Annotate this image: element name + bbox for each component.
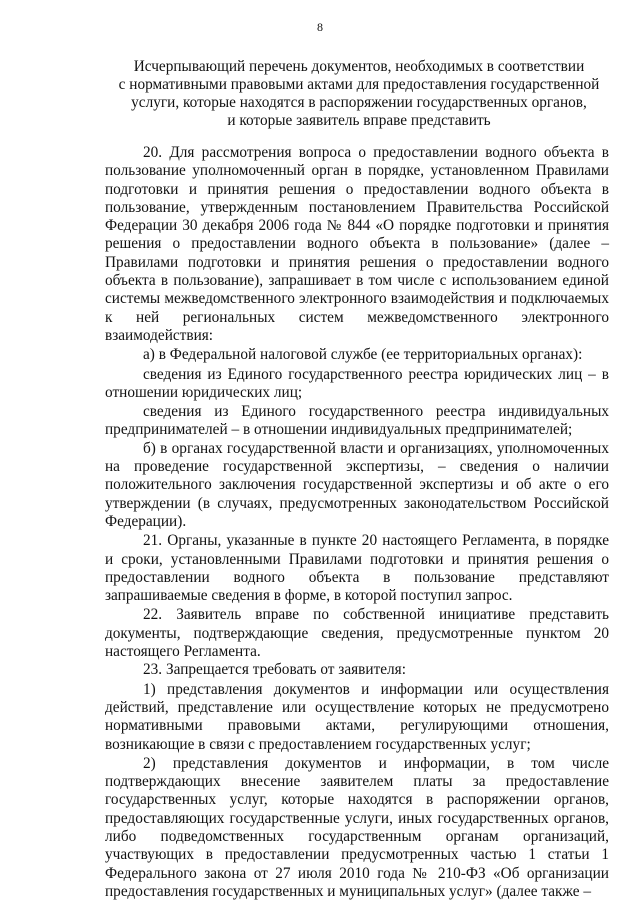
heading-line: услуги, которые находятся в распоряжении государственных органов, [131, 94, 587, 111]
document-body [105, 144, 609, 901]
heading-line: с нормативными правовыми актами для предоставления государственной [118, 76, 600, 93]
paragraph-23: 23. Запрещается требовать от заявителя: [143, 661, 406, 679]
paragraph-20a: а) в Федеральной налоговой службе (ее территориальных органах): [143, 346, 583, 364]
paragraph-21: 21. Органы, указанные в пункте 20 настоящего Регламента, в порядке и сроки, установленными Правилами подготовки и принятия решения о предоставлении водного объекта в пользование представляют запрашиваемые сведения в форме, в которой поступил запрос. [105, 532, 609, 605]
paragraph-entrepreneurs: сведения из Единого государственного реестра индивидуальных предпринимателей – в отношении индивидуальных предпринимателей; [105, 403, 609, 439]
paragraph-20: 20. Для рассмотрения вопроса о предоставлении водного объекта в пользование уполномоченный орган в порядке, установленном Правилами подготовки и принятия решения о предоставлении водного объекта в пользование, утвержденным постановлением Правительства Российской Федерации 30 декабря 2006 года № 844 «О порядке подготовки и принятия решения о предоставлении водного объекта в пользование» (далее – Правилами подготовки и принятия решения о предоставлении водного объекта в пользование), запрашивает в том числе с использованием единой системы межведомственного электронного взаимодействия и подключаемых к ней региональных систем межведомственного электронного взаимодействия: [105, 144, 609, 344]
paragraph-legal-entities: сведения из Единого государственного реестра юридических лиц – в отношении юридических лиц; [105, 365, 609, 401]
page-number: 8 [317, 20, 323, 34]
paragraph-23-1: 1) представления документов и информации или осуществления действий, представление или осуществление которых не предусмотрено нормативными правовыми актами, регулирующими отношения, возникающие в связи с предоставлением государственных услуг; [105, 680, 609, 753]
paragraph-20b: б) в органах государственной власти и организациях, уполномоченных на проведение государственной экспертизы, – сведения о наличии положительного заключения государственной экспертизы и об акте о его утверждении (в случаях, предусмотренных законодательством Российской Федерации). [105, 439, 609, 530]
paragraph-23-2: 2) представления документов и информации, в том числе подтверждающих внесение заявителем платы за предоставление государственных услуг, которые находятся в распоряжении органов, предоставляющих государственные услуги, иных государственных органов, либо подведомственных государственным органам организаций, участвующих в предоставлении предусмотренных частью 1 статьи 1 Федерального закона от 27 июля 2010 года № 210-ФЗ «Об организации предоставления государственных и муниципальных услуг» (далее также – [105, 754, 609, 900]
paragraph-22: 22. Заявитель вправе по собственной инициативе представить документы, подтверждающие сведения, предусмотренные пунктом 20 настоящего Регламента. [105, 606, 609, 661]
heading-line: и которые заявитель вправе представить [227, 112, 491, 129]
heading-line: Исчерпывающий перечень документов, необходимых в соответствии [133, 58, 585, 75]
section-heading [105, 58, 613, 130]
